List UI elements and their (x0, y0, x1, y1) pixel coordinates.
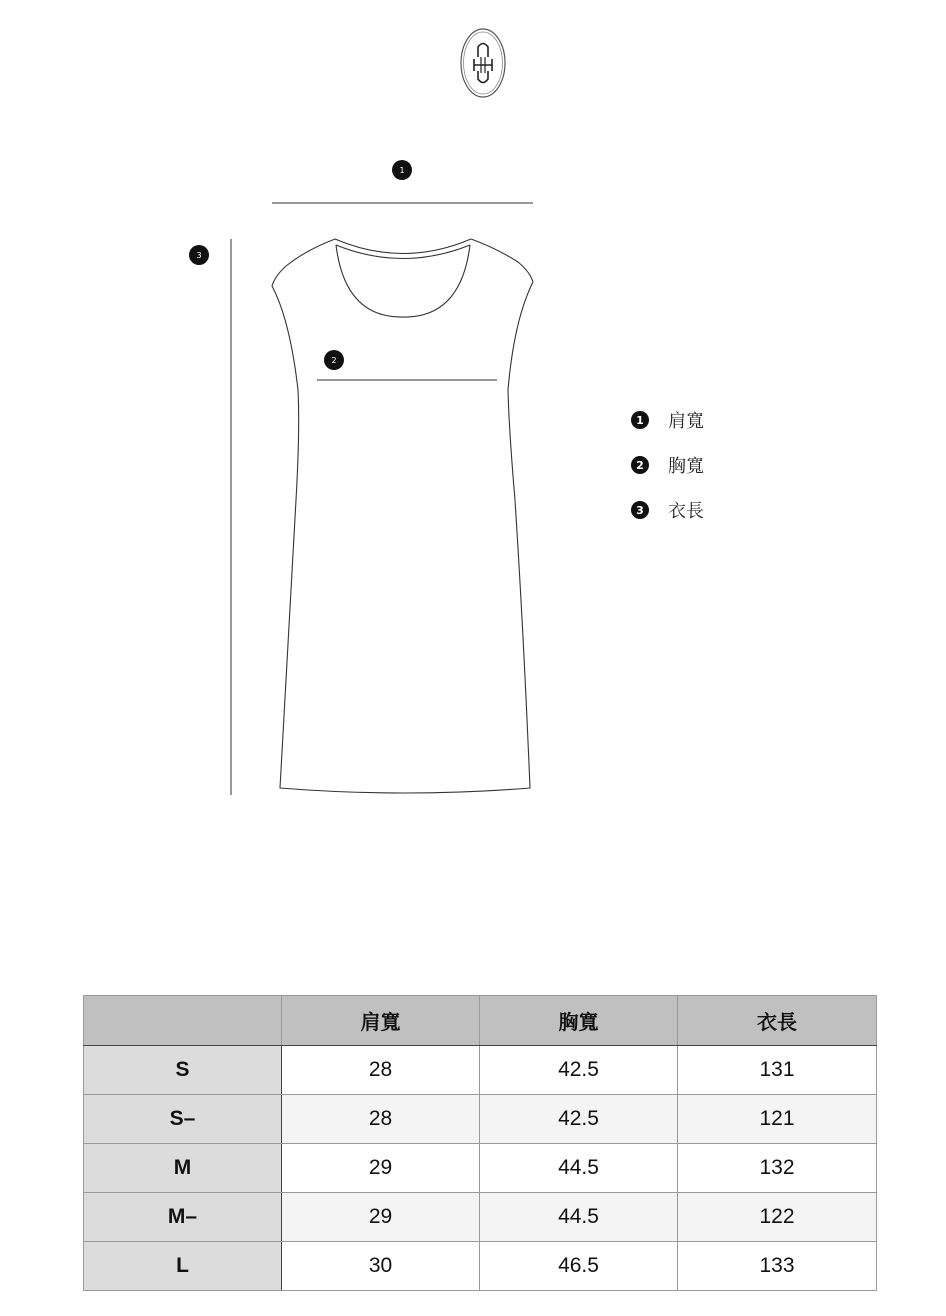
marker-3 (189, 245, 209, 265)
header-size (84, 996, 282, 1046)
table-row (84, 1144, 877, 1193)
legend-badge: 2 (631, 456, 649, 474)
legend-item (631, 453, 704, 477)
legend-badge: 3 (631, 501, 649, 519)
header-shoulder: 肩寬 (282, 996, 480, 1046)
header-length: 衣長 (678, 996, 877, 1046)
marker-1 (392, 160, 412, 180)
shoulder-cell: 29 (282, 1193, 480, 1242)
dress-outline (272, 239, 533, 793)
marker-1-number: 1 (399, 166, 405, 175)
table-row (84, 1095, 877, 1144)
legend-badge: 1 (631, 411, 649, 429)
marker-2 (324, 350, 344, 370)
length-cell: 121 (678, 1095, 877, 1144)
chest-cell: 44.5 (480, 1144, 678, 1193)
chest-cell: 42.5 (480, 1095, 678, 1144)
size-cell: S (84, 1046, 282, 1095)
chest-cell: 46.5 (480, 1242, 678, 1291)
table-row (84, 1193, 877, 1242)
legend-label-chest: 胸寬 (668, 456, 704, 477)
marker-2-number: 2 (331, 356, 337, 365)
legend-item (631, 498, 704, 522)
length-cell: 133 (678, 1242, 877, 1291)
length-cell: 131 (678, 1046, 877, 1095)
size-chart-table (83, 995, 877, 1291)
chest-cell: 42.5 (480, 1046, 678, 1095)
legend-label-length: 衣長 (668, 501, 704, 522)
size-cell: M– (84, 1193, 282, 1242)
shoulder-cell: 28 (282, 1046, 480, 1095)
length-cell: 122 (678, 1193, 877, 1242)
header-chest: 胸寬 (480, 996, 678, 1046)
size-cell: S– (84, 1095, 282, 1144)
table-row (84, 1046, 877, 1095)
shoulder-cell: 28 (282, 1095, 480, 1144)
shoulder-cell: 30 (282, 1242, 480, 1291)
shoulder-cell: 29 (282, 1144, 480, 1193)
table-header-row (84, 996, 877, 1046)
size-cell: M (84, 1144, 282, 1193)
legend-item (631, 408, 704, 432)
scoop-neck (336, 245, 470, 317)
legend-label-shoulder: 肩寬 (668, 411, 704, 432)
length-cell: 132 (678, 1144, 877, 1193)
table-row (84, 1242, 877, 1291)
chest-cell: 44.5 (480, 1193, 678, 1242)
marker-3-number: 3 (196, 251, 202, 260)
size-cell: L (84, 1242, 282, 1291)
measurement-legend (631, 408, 704, 543)
